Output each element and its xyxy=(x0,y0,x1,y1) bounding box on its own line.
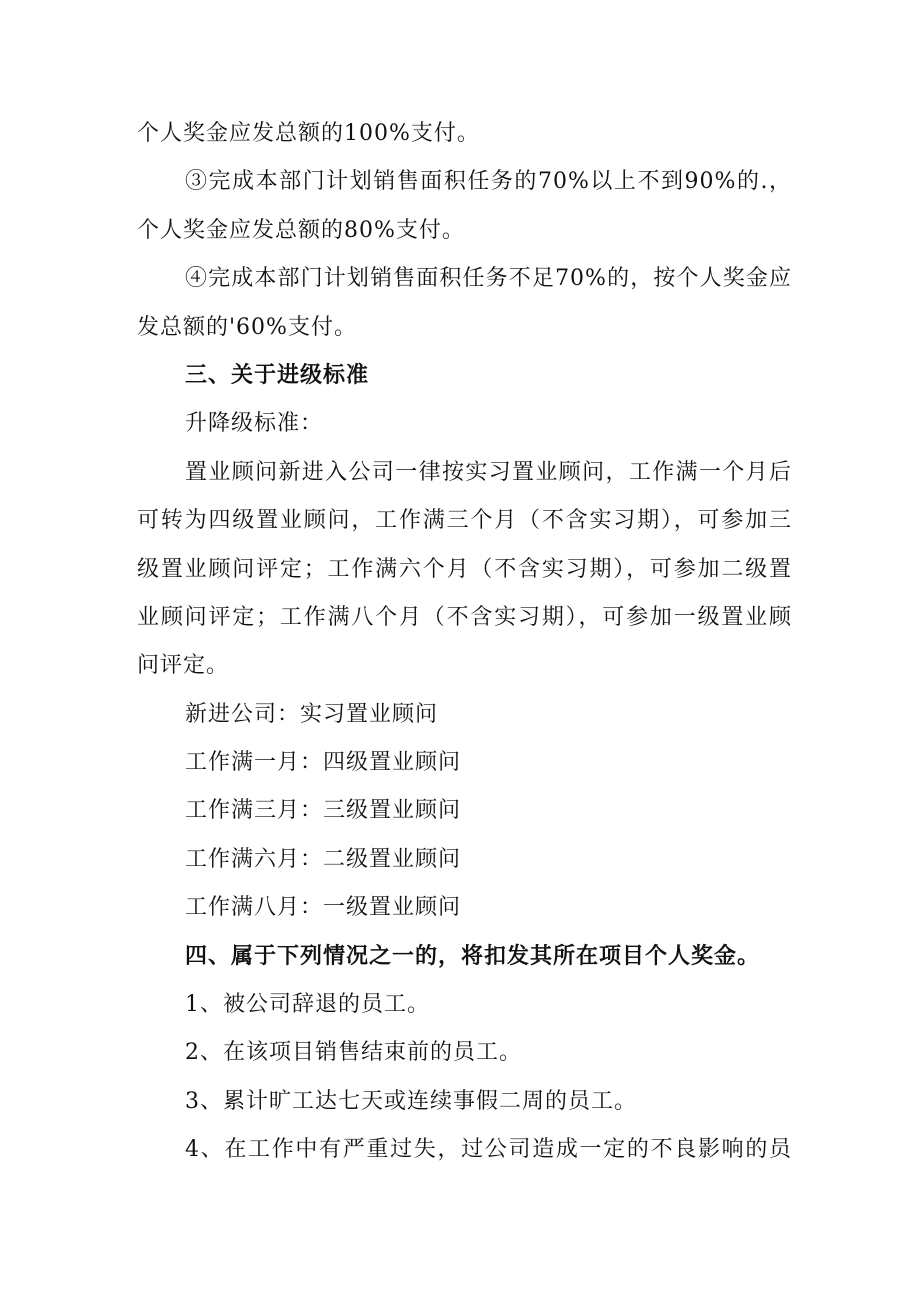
paragraph-line: 个人奖金应发总额的80%支付。 xyxy=(137,217,465,243)
paragraph-line: 可转为四级置业顾问，工作满三个月（不含实习期），可参加三 xyxy=(137,508,792,534)
paragraph-line: ③完成本部门计划销售面积任务的70%以上不到90%的.， xyxy=(185,169,792,195)
document-body xyxy=(137,110,792,1175)
level-list-item: 工作满一月：四级置业顾问 xyxy=(185,750,462,776)
paragraph-line: 发总额的'60%支付。 xyxy=(137,314,357,340)
paragraph-line: 业顾问评定；工作满八个月（不含实习期），可参加一级置业顾 xyxy=(137,604,792,630)
paragraph-line: 置业顾问新进入公司一律按实习置业顾问，工作满一个月后 xyxy=(185,459,792,485)
paragraph-line: ④完成本部门计划销售面积任务不足70%的，按个人奖金应 xyxy=(185,266,792,292)
paragraph-line: 升降级标准： xyxy=(185,411,324,437)
section-heading-3: 三、关于进级标准 xyxy=(185,362,370,388)
paragraph-line: 级置业顾问评定；工作满六个月（不含实习期），可参加二级置 xyxy=(137,556,792,582)
paragraph-line: 问评定。 xyxy=(137,653,230,679)
level-list-item: 新进公司：实习置业顾问 xyxy=(185,701,439,727)
numbered-list-item: 3、累计旷工达七天或连续事假二周的员工。 xyxy=(185,1088,637,1114)
level-list-item: 工作满三月：三级置业顾问 xyxy=(185,798,462,824)
numbered-list-item: 1、被公司辞退的员工。 xyxy=(185,992,430,1018)
level-list-item: 工作满六月：二级置业顾问 xyxy=(185,846,462,872)
paragraph-line: 个人奖金应发总额的100%支付。 xyxy=(137,121,480,146)
numbered-list-item: 4、在工作中有严重过失，过公司造成一定的不良影响的员 xyxy=(185,1137,792,1163)
level-list-item: 工作满八月：一级置业顾问 xyxy=(185,895,462,921)
section-heading-4: 四、属于下列情况之一的，将扣发其所在项目个人奖金。 xyxy=(185,943,761,969)
numbered-list-item: 2、在该项目销售结束前的员工。 xyxy=(185,1040,522,1066)
